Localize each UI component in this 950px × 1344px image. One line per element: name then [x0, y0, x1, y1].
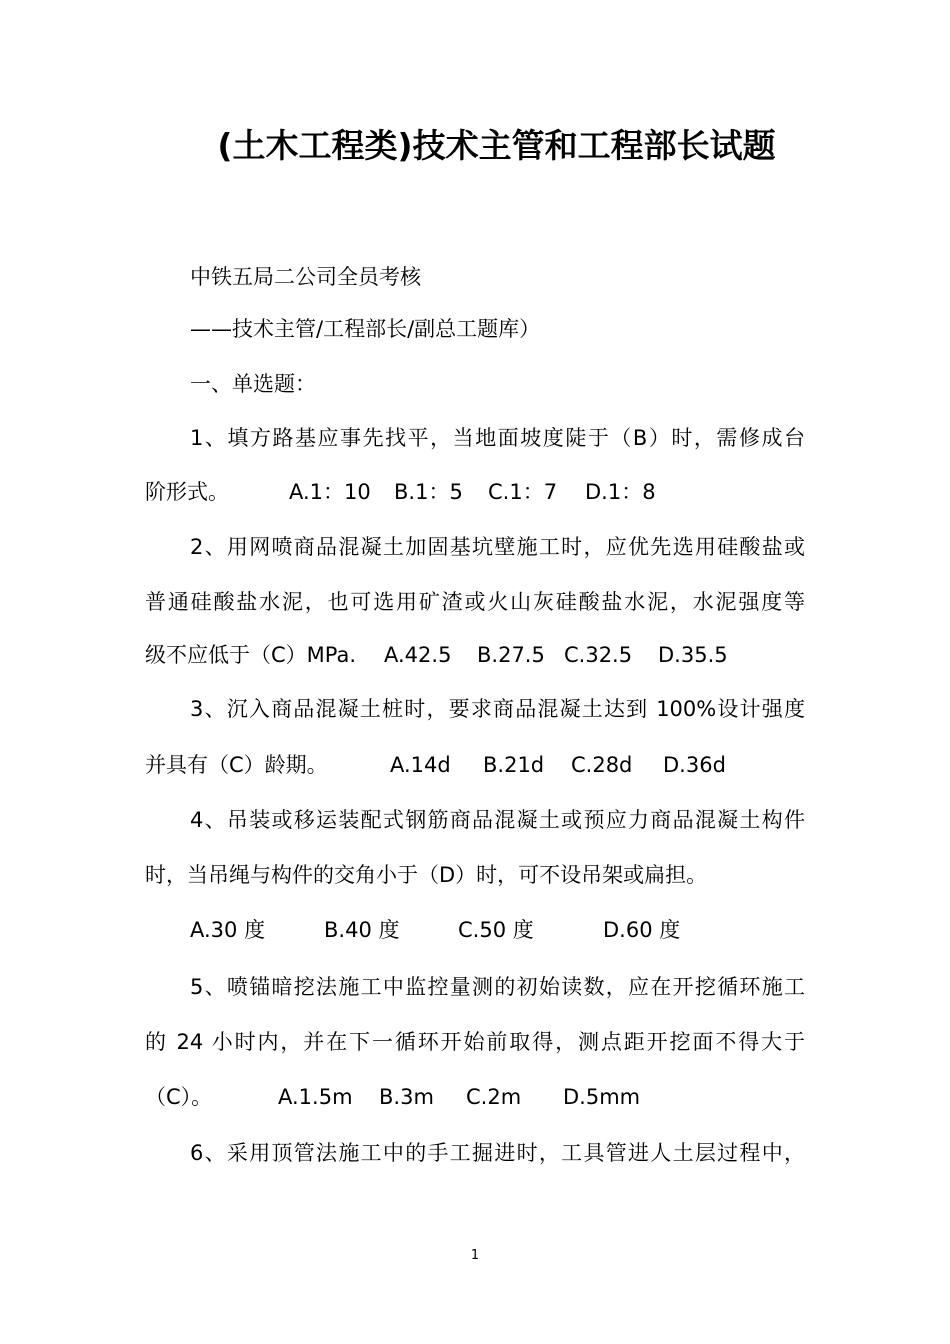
q1-option-a: A.1：10: [289, 480, 371, 504]
q3-option-a: A.14d: [390, 753, 451, 777]
question-2-line-3: 级不应低于（C）MPa.: [145, 643, 357, 667]
section-heading: 一、单选题：: [190, 372, 316, 396]
q2-option-c: C.32.5: [564, 643, 633, 667]
q5-option-a: A.1.5m: [278, 1085, 353, 1109]
header-line-2: ——技术主管/工程部长/副总工题库）: [190, 317, 541, 341]
q4-option-d: D.60 度: [603, 918, 681, 942]
q5-option-c: C.2m: [466, 1085, 522, 1109]
question-2-line-1: 2、用网喷商品混凝土加固基坑壁施工时，应优先选用硅酸盐或: [190, 535, 805, 559]
q1-option-b: B.1：5: [394, 480, 463, 504]
page-title: (土木工程类)技术主管和工程部长试题: [217, 126, 776, 165]
question-4-line-1: 4、吊装或移运装配式钢筋商品混凝土或预应力商品混凝土构件: [190, 808, 805, 832]
question-4-line-2: 时，当吊绳与构件的交角小于（D）时，可不设吊架或扁担。: [145, 863, 708, 887]
q2-option-d: D.35.5: [658, 643, 728, 667]
question-6-line-1: 6、采用顶管法施工中的手工掘进时，工具管进人土层过程中，: [190, 1141, 805, 1165]
question-1-line-1: 1、填方路基应事先找平，当地面坡度陡于（B）时，需修成台: [190, 426, 805, 450]
q5-option-b: B.3m: [379, 1085, 434, 1109]
question-3-line-2: 并具有（C）龄期。: [145, 753, 328, 777]
question-5-line-1: 5、喷锚暗挖法施工中监控量测的初始读数，应在开挖循环施工: [190, 975, 805, 999]
q1-option-c: C.1：7: [488, 480, 558, 504]
question-5-line-3: （C）。: [145, 1085, 213, 1109]
question-5-line-2: 的 24 小时内，并在下一循环开始前取得，测点距开挖面不得大于: [145, 1030, 805, 1054]
question-3-line-1: 3、沉入商品混凝土桩时，要求商品混凝土达到 100%设计强度: [190, 697, 805, 721]
q2-option-b: B.27.5: [477, 643, 545, 667]
q4-option-b: B.40 度: [324, 918, 400, 942]
q3-option-b: B.21d: [483, 753, 545, 777]
question-1-text: 阶形式。: [145, 480, 229, 504]
q4-option-c: C.50 度: [458, 918, 534, 942]
page-number: 1: [470, 1248, 480, 1263]
q2-option-a: A.42.5: [384, 643, 452, 667]
q1-option-d: D.1：8: [585, 480, 656, 504]
q5-option-d: D.5mm: [563, 1085, 641, 1109]
question-1-line-2: [145, 477, 229, 507]
header-line-1: 中铁五局二公司全员考核: [190, 265, 421, 289]
q4-option-a: A.30 度: [190, 918, 266, 942]
q3-option-d: D.36d: [663, 753, 726, 777]
question-2-line-2: 普通硅酸盐水泥，也可选用矿渣或火山灰硅酸盐水泥，水泥强度等: [145, 590, 805, 614]
q3-option-c: C.28d: [571, 753, 633, 777]
